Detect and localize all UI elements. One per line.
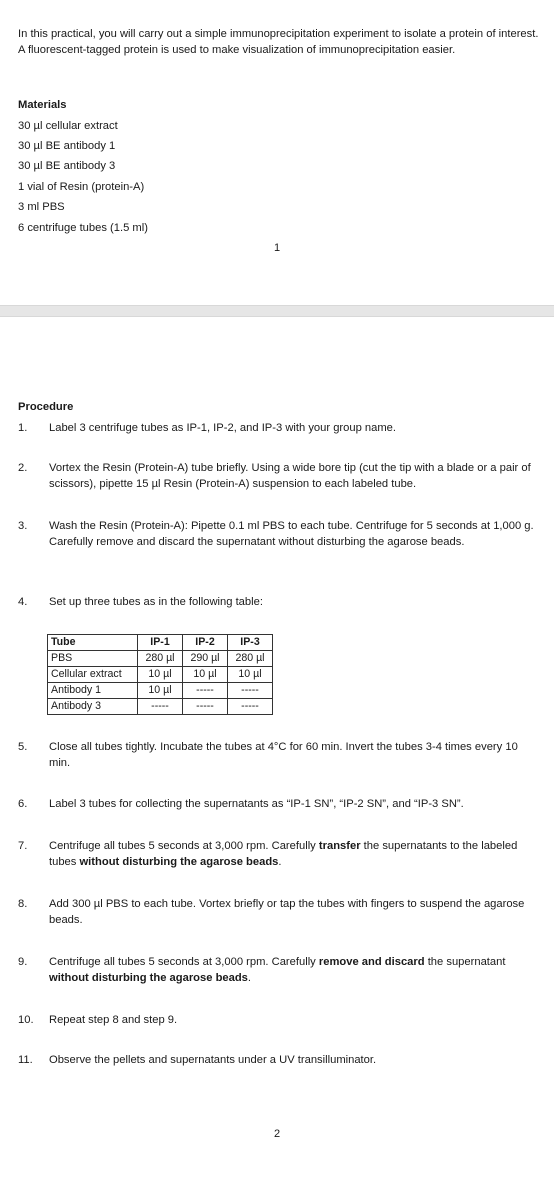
step-number: 11. (18, 1054, 33, 1066)
step-number: 3. (18, 520, 28, 532)
table-header-cell: IP-3 (228, 635, 273, 651)
page-number: 1 (274, 242, 281, 254)
step-text: Label 3 tubes for collecting the supernatants as “IP-1 SN”, “IP-2 SN”, and “IP-3 SN”. (49, 798, 464, 810)
table-cell: ----- (228, 683, 273, 699)
table-header-cell: IP-1 (138, 635, 183, 651)
table-cell: 10 µl (183, 667, 228, 683)
table-cell: Antibody 1 (48, 683, 138, 699)
table-row (48, 683, 273, 699)
step-text: Centrifuge all tubes 5 seconds at 3,000 rpm. Carefully transfer the supernatants to the labeled tubes without disturbing the agarose beads. (49, 840, 518, 868)
step-number: 10. (18, 1014, 34, 1026)
page-number: 2 (274, 1128, 281, 1140)
materials-heading: Materials (18, 99, 67, 111)
table-cell: ----- (183, 699, 228, 715)
table-header-cell: IP-2 (183, 635, 228, 651)
material-item: 30 µl BE antibody 1 (18, 140, 116, 152)
step-number: 4. (18, 596, 28, 608)
material-item: 1 vial of Resin (protein-A) (18, 181, 145, 193)
table-cell: 290 µl (183, 651, 228, 667)
table-row (48, 667, 273, 683)
table-header-row (48, 635, 273, 651)
procedure-heading: Procedure (18, 401, 74, 413)
table-row (48, 651, 273, 667)
step-number: 6. (18, 798, 28, 810)
step-text: Wash the Resin (Protein-A): Pipette 0.1 ml PBS to each tube. Centrifuge for 5 seconds at 1,000 g. Carefully remove and discard the supernatant without disturbing the agarose beads. (49, 520, 534, 548)
table-cell: 10 µl (228, 667, 273, 683)
page-break (0, 305, 554, 317)
table-cell: 280 µl (138, 651, 183, 667)
table-header-cell: Tube (48, 635, 138, 651)
table-row (48, 699, 273, 715)
table-cell: Antibody 3 (48, 699, 138, 715)
material-item: 30 µl cellular extract (18, 120, 118, 132)
step-number: 1. (18, 422, 28, 434)
step-number: 8. (18, 898, 28, 910)
table-cell: ----- (183, 683, 228, 699)
table-cell: 10 µl (138, 683, 183, 699)
step-text: Set up three tubes as in the following table: (49, 596, 263, 608)
table-cell: PBS (48, 651, 138, 667)
step-text: Repeat step 8 and step 9. (49, 1014, 178, 1026)
table-cell: 280 µl (228, 651, 273, 667)
table-cell: ----- (138, 699, 183, 715)
step-text: Label 3 centrifuge tubes as IP-1, IP-2, and IP-3 with your group name. (49, 422, 397, 434)
material-item: 30 µl BE antibody 3 (18, 160, 116, 172)
step-number: 5. (18, 741, 28, 753)
material-item: 3 ml PBS (18, 201, 65, 213)
step-number: 9. (18, 956, 28, 968)
step-text: Observe the pellets and supernatants under a UV transilluminator. (49, 1054, 377, 1066)
material-item: 6 centrifuge tubes (1.5 ml) (18, 222, 148, 234)
table-cell: ----- (228, 699, 273, 715)
step-text: Add 300 µl PBS to each tube. Vortex briefly or tap the tubes with fingers to suspend the agarose beads. (49, 898, 525, 926)
step-number: 2. (18, 462, 28, 474)
table-cell: 10 µl (138, 667, 183, 683)
step-number: 7. (18, 840, 28, 852)
table-cell: Cellular extract (48, 667, 138, 683)
step-text: Close all tubes tightly. Incubate the tubes at 4°C for 60 min. Invert the tubes 3-4 times every 10 min. (49, 741, 518, 769)
step-text: Vortex the Resin (Protein-A) tube briefly. Using a wide bore tip (cut the tip with a blade or a pair of scissors), pipette 15 µl Resin (Protein-A) suspension to each labeled tube. (49, 462, 531, 490)
step-text: Centrifuge all tubes 5 seconds at 3,000 rpm. Carefully remove and discard the supernatant without disturbing the agarose beads. (49, 956, 506, 984)
tube-setup-table (47, 634, 273, 715)
intro-paragraph: In this practical, you will carry out a simple immunoprecipitation experiment to isolate a protein of interest. A fluorescent-tagged protein is used to make visualization of immunoprecipitation easier. (18, 28, 539, 56)
